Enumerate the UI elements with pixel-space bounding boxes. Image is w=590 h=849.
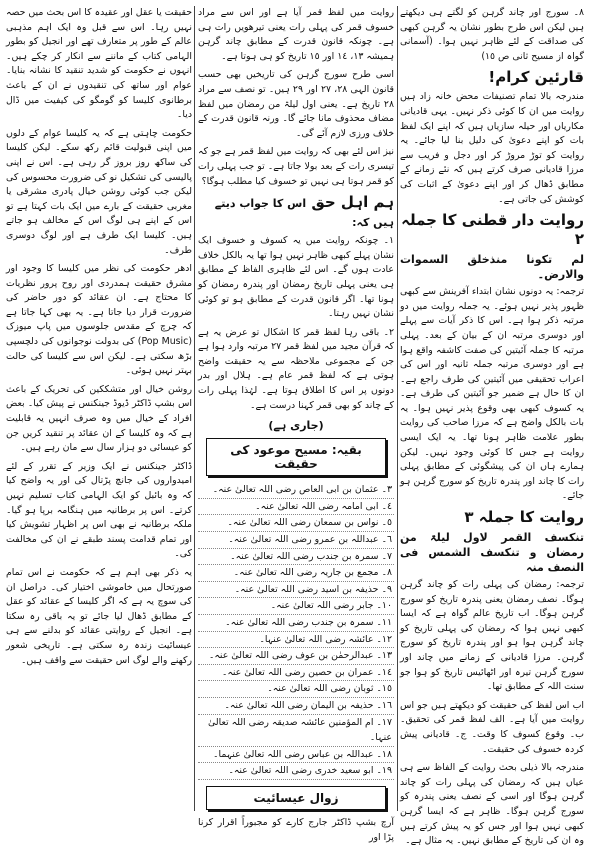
paragraph: روایت میں لفظ قمر آیا ہے اور اس سے مراد خسوف قمر کی پہلی رات یعنی تیرھویں رات ہی ہے۔ چونکہ قانون قدرت کے مطابق چاند گرہن ہمیشہ ١٣، ١٤ اور ١٥ تاریخ کو ہی ہوتا ہے۔ (198, 7, 394, 62)
narrator-item: ١٥۔ ثوبان رضی اللہ تعالیٰ عنہ۔ (198, 681, 394, 698)
narrator-item: ٤۔ ابی امامہ رضی اللہ تعالیٰ عنہ۔ (198, 499, 394, 516)
heading-phrase-3 (400, 508, 584, 527)
middle-column (198, 6, 394, 843)
heading-ahl-haq (198, 193, 394, 231)
narrator-item: ١٦۔ حذیفہ بن الیمان رضی اللہ تعالیٰ عنہ۔ (198, 698, 394, 715)
paragraph: مندرجہ بالا ذیلی بحث روایت کے الفاظ سے ہی عیاں ہیں کہ رمضان کی پہلی رات کو چاند گرہن ہوگا اور اسی کے نصف یعنی پندرہ کو سورج گرہن ہوگا۔ ظاہر ہے کہ ایسا گرہن کبھی نہیں ہوا اور جس کو یہ پیش کرتے ہیں وہ ان کی تاریخ کے مطابق نہیں۔ یہ مثال ہے۔ (400, 762, 584, 847)
narrator-item: ١٨۔ عبداللہ بن عباس رضی اللہ تعالیٰ عنہما۔ (198, 747, 394, 764)
narrator-item: ١٤۔ عمران بن حصین رضی اللہ تعالیٰ عنہ۔ (198, 665, 394, 682)
paragraph: ١۔ چونکہ روایت میں یہ کسوف و خسوف ایک نشان پہلے کبھی ظاہر نہیں ہوا تھا یہ بالکل خلاف عادت ہوں گے۔ اس لئے ظاہری الفاظ کے مطابق ہی یعنی پہلی تاریخ رمضان اور پندرہ رمضان کو ہونا تھا۔ اگر قانون قدرت کے مطابق ہو تو کوئی نشان نہیں رہتا۔ (198, 235, 394, 320)
paragraph: ٢۔ باقی رہا لفظ قمر کا اشکال تو عرض یہ ہے کہ قرآن مجید میں لفظ قمر ٢٧ مرتبہ وارد ہوا ہے جن کے مجموعی ملاحظہ سے یہ حقیقت واضح ہوتی ہے کہ لفظ قمر عام ہے۔ ہلال اور بدر دونوں پر اس کا اطلاق ہوتا ہے۔ لہٰذا پہلی رات کے چاند کو بھی قمر کہنا درست ہے۔ (198, 326, 394, 411)
heading-ahl-haq-tail: اس کا جواب دیتے ہیں کہ: (214, 197, 394, 230)
heading-ahl-haq-text: ہم اہل حق (311, 193, 394, 212)
arabic-phrase: لم تکونا منذخلق السموات والارض۔ (400, 253, 584, 282)
narrator-item: ٣۔ عثمان بن ابی العاص رضی اللہ تعالیٰ عنہ۔ (198, 482, 394, 499)
paragraph: نیز اس لئے بھی کہ روایت میں لفظ قمر ہے جو کہ تیسری رات کے بعد بولا جاتا ہے۔ تو جب پہلی رات کو قمر ہوتا ہی نہیں تو خسوف کیا مطلب ہوگا؟ (198, 146, 394, 187)
narrator-item: ١٩۔ ابو سعید خدری رضی اللہ تعالیٰ عنہ۔ (198, 763, 394, 780)
narrator-item: ٦۔ عبداللہ بن عمرو رضی اللہ تعالیٰ عنہ۔ (198, 532, 394, 549)
paragraph: یہ ذکر بھی اہم ہے کہ حکومت نے اس تمام صورتحال میں خاموشی اختیار کی۔ دراصل ان کی سوچ یہ ہے کہ اگر کلیسا کے عقائد کو عقل کے مطابق ڈھال لیا جائے تو یہ باقی رہ سکتا ہے۔ انجیل کے روایتی عقائد کو بدلنے سے ہی عیسائیت زندہ رہ سکتی ہے۔ تاریخی شعور رکھنے والے لوگ اس حقیقت سے واقف ہیں۔ (6, 566, 192, 666)
heading-readers-text: قارئین کرام! (488, 68, 584, 87)
heading-phrase-3-text: روایت کا جملہ ٣ (464, 508, 584, 527)
paragraph: مندرجہ بالا تمام تصنیفات محض خانہ زاد ہیں روایت میں ان کا کوئی ذکر نہیں۔ یہی قادیانی مکاریاں اور حیلہ سازیاں ہیں کہ اپنے ایک لفظ بات کو اپنے دعویٰ کی دلیل بنا لیا جائے۔ یہ روایت کو توڑ مروڑ کر اور دجل و فریب سے مرزا قادیانی صرف کرتے ہیں کہ نئے زمانے کے مطابق ڈھال کر اور اپنے دعویٰ کے اثبات کی کوشش کی جاتی ہے۔ (400, 91, 584, 205)
paragraph: ترجمہ: یہ دونوں نشان ابتداء آفرینش سے کبھی ظہور پذیر نہیں ہوئے۔ یہ جملہ روایت میں دو مرتبہ ذکر ہوا ہے۔ اس کا ذکر آیات سے پہلے اور دوسری مرتبہ ان کے بیان کے بعد۔ پہلی مرتبہ کا جملہ آئیتین کی صفت کاشفہ واقع ہوا ہے اور دوسری مرتبہ جملہ ثانیہ اور اس کی اعراب تحقیقی میں آئیتین کی طرف راجع ہے۔ ان کا حال ہے ضمیر جو آئیتین کی طرف ہے۔ یہ کسوف کبھی بھی وقوع پذیر نہیں ہوا۔ یہ بات بالکل واضح ہے کہ مرزا صاحب کی روایت بطور علامت ظاہر ہونا تھا۔ یہ ایک ایسی روایت ہے جس کا کوئی وجود نہیں۔ لیکن ہمارے ہاں ان کی پیشگوئی کے مطابق پہلی رات کا چاند اور پندرہ تاریخ کو سورج گرہن ہو جائے۔ (400, 286, 584, 502)
heading-phrase-2-text: روایت دار قطنی کا جملہ ٢ (401, 211, 584, 249)
section-box-title: بقیہ: مسیح موعود کی حقیقت (206, 438, 386, 476)
narrator-item: ٧۔ سمرہ بن جندب رضی اللہ تعالیٰ عنہ۔ (198, 549, 394, 566)
paragraph: آرچ بشپ ڈاکٹر جارج کارے کو مجبوراً اقرار کرنا پڑا اور (198, 816, 394, 843)
continued-label: (جاری ہے) (268, 419, 324, 433)
paragraph: ادھر حکومت کی نظر میں کلیسا کا وجود اور مشرق حقیقت ہمدردی اور روح پرور نظریات کا محتاج ہے۔ ان عقائد کو دور حاضر کی ضرورت قرار دیا جاتا ہے۔ یہ بھی کہا جاتا ہے کہ چرچ کے مقدس جلوسوں میں پاپ میوزک (Pop Music) کی بدولت نوجوانوں کی دلچسپی بڑھ سکتی ہے۔ لیکن اس سے کلیسا کی حالت بہتر نہیں ہوئی۔ (6, 263, 192, 377)
column-divider (397, 6, 398, 811)
heading-readers (400, 68, 584, 87)
narrator-item: ١٣۔ عبدالرحمٰن بن عوف رضی اللہ تعالیٰ عنہ۔ (198, 648, 394, 665)
left-column (6, 6, 192, 811)
paragraph: اسی طرح سورج گرہن کی تاریخیں بھی حسب قانون الہی ٢٨، ٢٧ اور ٢٩ ہیں۔ تو نصف سے مراد ٢٨ تاریخ ہے۔ یعنی اول لیلۃ من رمضان میں لفظ مضاف محذوف مانا جائے گا۔ ورنہ قانون قدرت کے خلاف ورزی لازم آئے گی۔ (198, 69, 394, 139)
arabic-phrase: تنکسف القمر لاول لیلۃ من رمضان و تنکسف الشمس فی النصف منہ (400, 531, 584, 575)
narrator-item: ١٠۔ جابر رضی اللہ تعالیٰ عنہ۔ (198, 598, 394, 615)
section-box-title: زوال عیسائیت (206, 786, 386, 810)
item-8: ٨۔ سورج اور چاند گرہن کو لگتے ہی دیکھتے ہیں لیکن اس طرح بطور نشان یہ گرہن کبھی کی صداقت کے لئے ظاہر نہیں ہوا۔ (آسمانی گواہ از مسیح ثانی ص ١٥) (400, 7, 584, 62)
paragraph: حقیقت یا عقل اور عقیدہ کا اس بحث میں حصہ نہیں رہا۔ اس سے قبل وہ ایک اہم مذہبی عالم کے طور پر متعارف تھے اور انجیل کو بطور الہامی کتاب کے ماننے سے انکار کر چکے ہیں۔ انہوں نے حکومت کو شدید تنقید کا نشانہ بنایا۔ عوام اور ساتھ کی تنقیدوں نے ان کے باعث برطانوی کلیسا کو گومگو کی کیفیت میں ڈال دیا۔ (6, 7, 192, 121)
paragraph: ڈاکٹر جینکنس نے ایک وزیر کے تقرر کے لئے امیدواروں کی جانچ پڑتال کی اور یہ واضح کیا کہ وہ بائبل کو ایک الہامی کتاب تسلیم نہیں کرتے۔ اس پر برطانیہ میں ہنگامہ برپا ہو گیا۔ ملکہ برطانیہ نے بھی اس پر اظہار تشویش کیا اور تمام قدامت پسند طبقے نے ان کی مخالفت کی۔ (6, 460, 192, 560)
narrator-item: ٩۔ حذیفہ بن اسید رضی اللہ تعالیٰ عنہ۔ (198, 582, 394, 599)
paragraph: ترجمہ: رمضان کی پہلی رات کو چاند گرہن ہوگا۔ نصف رمضان یعنی پندرہ تاریخ کو سورج گرہن ہوگا۔ اب تاریخ عالم گواہ ہے کہ ایسا کبھی نہیں ہوا کہ رمضان کی پہلی تاریخ کو چاند گرہن ہوا ہو اور پندرہ تاریخ کو سورج گرہن۔ مرزا قادیانی کے زمانے میں چاند اور سورج گرہن تیرہ اور اٹھائیس تاریخ کو ہوا جو سنت اللہ کے مطابق تھا۔ (400, 579, 584, 693)
narrator-item: ١١۔ سمرہ بن جندب رضی اللہ تعالیٰ عنہ۔ (198, 615, 394, 632)
column-divider (194, 6, 195, 811)
narrator-item: ١٧۔ ام المؤمنین عائشہ صدیقہ رضی اللہ تعالیٰ عنہا۔ (198, 715, 394, 747)
paragraph: روشن خیال اور متشککین کی تحریک کے باعث اس بشپ ڈاکٹر ڈیوڈ جینکنس نے پیش کیا۔ بعض افراد کے خیال میں وہ صرف انہیں یہ قابلیت ہے کہ وہ کلیسا کے ان عقائد پر تنقید کریں جن کو عیسائی دو ہزار سال سے مان رہے ہیں۔ (6, 383, 192, 454)
narrator-item: ٥۔ نواس بن سمعان رضی اللہ تعالیٰ عنہ۔ (198, 515, 394, 532)
right-column (400, 6, 584, 847)
narrator-item: ٨۔ مجمع بن جاریہ رضی اللہ تعالیٰ عنہ۔ (198, 565, 394, 582)
heading-phrase-2 (400, 211, 584, 249)
narrator-list (198, 482, 394, 780)
narrator-item: ١٢۔ عائشہ رضی اللہ تعالیٰ عنہا۔ (198, 632, 394, 649)
paragraph: حکومت چاہتی ہے کہ یہ کلیسا عوام کے دلوں میں اپنی قبولیت قائم رکھ سکے۔ لیکن کلیسا کی ساکھ روز بروز گر رہی ہے۔ اس نے اپنی پالیسی کی تشکیل نو کی ضرورت محسوس کی لیکن جب کوئی روشن خیال پادری مشرقی یا مغربی حقیقت کے بارے میں ایک بات کہتا ہے تو اس کے اپنے ہی لوگ اس کے مخالف ہو جاتے ہیں۔ کلیسا ایک طرف ہے اور لوگ دوسری طرف۔ (6, 127, 192, 256)
paragraph: اب اس لفظ کی حقیقت کو دیکھتے ہیں جو اس روایت میں آیا ہے۔ الف لفظ قمر کی تحقیق۔ ب۔ وقوع کسوف کا وقت۔ ج۔ قادیانی پیش کردہ خسوف کی حقیقت۔ (400, 699, 584, 755)
